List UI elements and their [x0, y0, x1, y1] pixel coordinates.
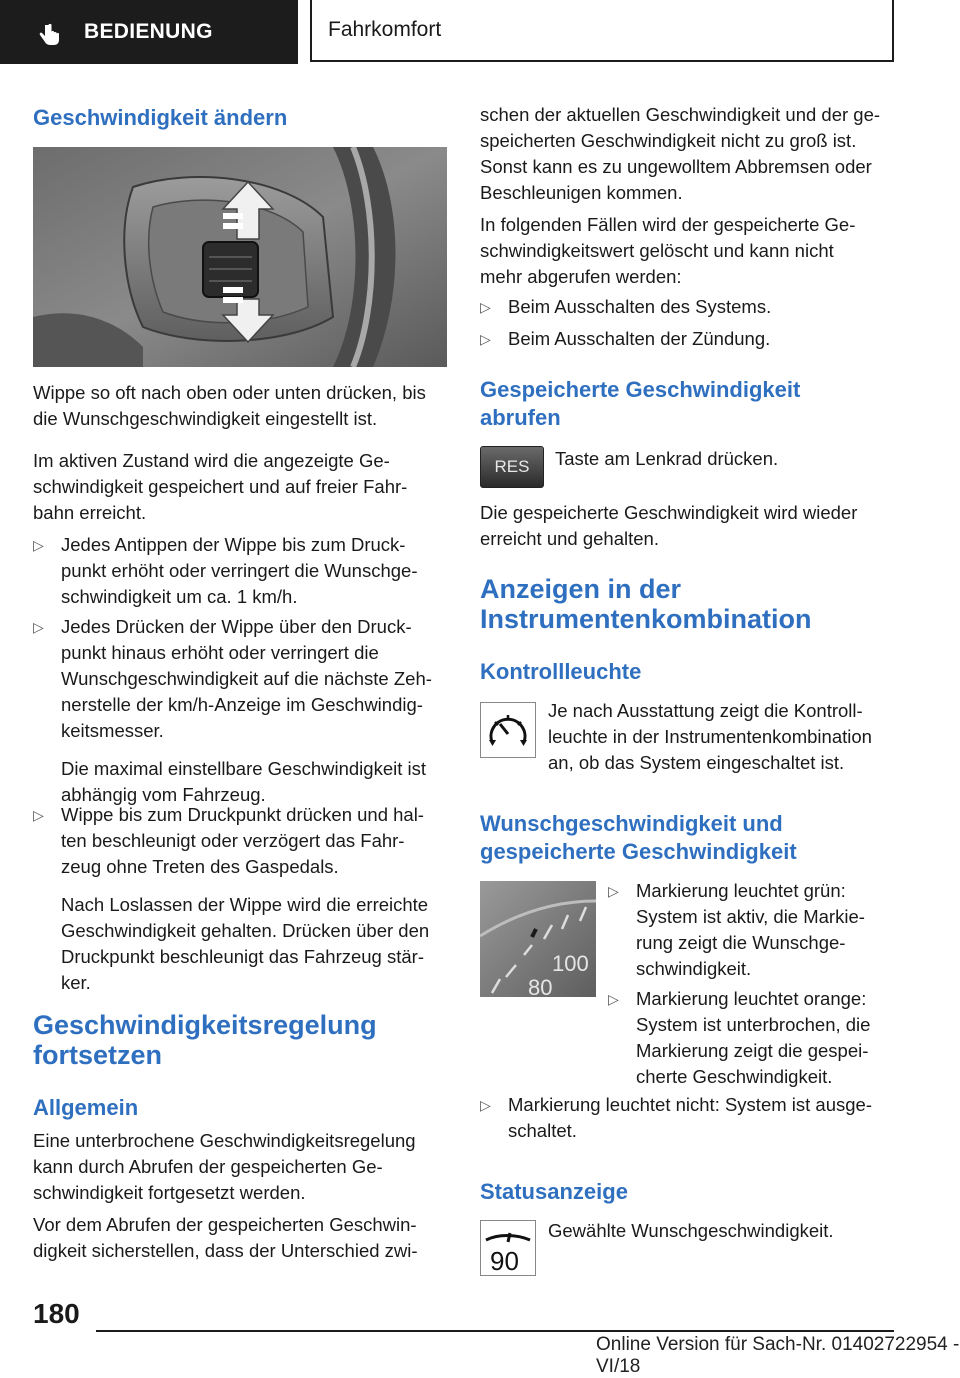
- list-item-text: Beim Ausschalten der Zündung.: [508, 328, 771, 349]
- page-number: 180: [33, 1298, 80, 1329]
- text-line: Sonst kann es zu ungewolltem Abbremsen oder: [480, 156, 872, 177]
- text-line: erreicht und gehalten.: [480, 528, 659, 549]
- hand-pointer-icon: [36, 22, 62, 48]
- bullet-triangle-icon: ▷: [480, 1097, 491, 1113]
- chapter-header: [310, 0, 894, 62]
- text-line: cherte Geschwindigkeit.: [636, 1066, 833, 1087]
- list-item-text: [61, 802, 429, 996]
- text-line: Je nach Ausstattung zeigt die Kontroll-: [548, 700, 863, 721]
- heading-wunschgeschwindigkeit: [480, 810, 797, 866]
- kontrollleuchte-description: [548, 698, 872, 776]
- paragraph-wippe: [33, 380, 426, 432]
- list-item-text: [61, 614, 432, 808]
- status-speed-value: 90: [490, 1246, 519, 1276]
- text-line: schen der aktuellen Geschwindigkeit und der ge-: [480, 104, 881, 125]
- text-line: bahn erreicht.: [33, 502, 147, 523]
- text-line: kann durch Abrufen der gespeicherten Ge-: [33, 1156, 383, 1177]
- text-line: Die maximal einstellbare Geschwindigkeit ist: [61, 758, 427, 779]
- list-item-text: [636, 986, 870, 1090]
- speedometer-marking-figure: [480, 881, 596, 997]
- heading-gespeicherte-abrufen: [480, 376, 800, 432]
- text-line: an, ob das System eingeschaltet ist.: [548, 752, 845, 773]
- text-line: schaltet.: [508, 1120, 577, 1141]
- bullet-triangle-icon: ▷: [608, 991, 619, 1007]
- section-label: BEDIENUNG: [84, 20, 213, 43]
- list-item-text: Beim Ausschalten des Systems.: [508, 296, 772, 317]
- text-line: Wippe bis zum Druckpunkt drücken und hal-: [61, 804, 424, 825]
- text-line: Markierung leuchtet orange:: [636, 988, 867, 1009]
- paragraph-aktiver-zustand: [33, 448, 407, 526]
- bullet-triangle-icon: ▷: [33, 807, 44, 823]
- text-line: zeug ohne Treten des Gaspedals.: [61, 856, 339, 877]
- text-line: Markierung leuchtet grün:: [636, 880, 846, 901]
- text-line: ten beschleunigt oder verzögert das Fahr-: [61, 830, 405, 851]
- text-line: Vor dem Abrufen der gespeicherten Geschwin-: [33, 1214, 417, 1235]
- heading-line: Geschwindigkeitsregelung: [33, 1010, 377, 1040]
- heading-kontrollleuchte: Kontrollleuchte: [480, 659, 642, 684]
- text-line: schwindigkeitswert gelöscht und kann nicht: [480, 240, 834, 261]
- list-item-text: [636, 878, 865, 982]
- heading-statusanzeige: Statusanzeige: [480, 1179, 628, 1204]
- heading-line: fortsetzen: [33, 1040, 163, 1070]
- text-line: In folgenden Fällen wird der gespeicherte Ge-: [480, 214, 856, 235]
- text-line: mehr abgerufen werden:: [480, 266, 682, 287]
- text-line: Eine unterbrochene Geschwindigkeitsregelung: [33, 1130, 416, 1151]
- res-button-icon: [480, 446, 544, 488]
- text-line: Markierung leuchtet nicht: System ist ausge-: [508, 1094, 872, 1115]
- chapter-label: Fahrkomfort: [328, 18, 442, 41]
- gauge-label-80: 80: [528, 975, 553, 997]
- steering-wheel-rocker-figure: [33, 147, 447, 367]
- res-button-label: RES: [494, 457, 530, 476]
- bullet-triangle-icon: ▷: [33, 619, 44, 635]
- text-line: ker.: [61, 972, 91, 993]
- text-line: speicherten Geschwindigkeit nicht zu groß ist.: [480, 130, 857, 151]
- status-description: Gewählte Wunschgeschwindigkeit.: [548, 1220, 834, 1241]
- text-line: punkt erhöht oder verringert die Wunschge-: [61, 560, 418, 581]
- text-line: System ist unterbrochen, die: [636, 1014, 871, 1035]
- paragraph-unterbrochene: [33, 1128, 416, 1206]
- text-line: Druckpunkt beschleunigt das Fahrzeug stär-: [61, 946, 424, 967]
- heading-line: Gespeicherte Geschwindigkeit: [480, 377, 801, 402]
- bullet-triangle-icon: ▷: [480, 299, 491, 315]
- paragraph-folgende-faelle: [480, 212, 855, 290]
- text-line: Jedes Antippen der Wippe bis zum Druck-: [61, 534, 406, 555]
- text-line: System ist aktiv, die Markie-: [636, 906, 865, 927]
- text-line: Geschwindigkeit gehalten. Drücken über den: [61, 920, 430, 941]
- heading-line: abrufen: [480, 405, 561, 430]
- text-line: Beschleunigen kommen.: [480, 182, 683, 203]
- text-line: schwindigkeit gespeichert und auf freier Fahr-: [33, 476, 408, 497]
- text-line: schwindigkeit fortgesetzt werden.: [33, 1182, 306, 1203]
- text-line: nerstelle der km/h-Anzeige im Geschwindig-: [61, 694, 423, 715]
- list-item-text: [61, 532, 418, 610]
- heading-geschwindigkeit-aendern: Geschwindigkeit ändern: [33, 105, 288, 130]
- footer-version-text: Online Version für Sach-Nr. 01402722954 - VI/18: [596, 1334, 960, 1377]
- cruise-control-indicator-icon: [480, 702, 536, 758]
- paragraph-vor-dem-abrufen: [33, 1212, 418, 1264]
- text-line: Markierung zeigt die gespei-: [636, 1040, 869, 1061]
- paragraph-wieder-erreicht: [480, 500, 857, 552]
- heading-line: Anzeigen in der: [480, 574, 682, 604]
- text-line: digkeit sicherstellen, dass der Unterschied zwi-: [33, 1240, 418, 1261]
- text-line: leuchte in der Instrumentenkombination: [548, 726, 872, 747]
- text-line: Im aktiven Zustand wird die angezeigte Ge-: [33, 450, 390, 471]
- text-line: die Wunschgeschwindigkeit eingestellt ist.: [33, 408, 378, 429]
- bullet-triangle-icon: ▷: [608, 883, 619, 899]
- text-line: keitsmesser.: [61, 720, 164, 741]
- section-tab: [0, 0, 298, 64]
- paragraph-fortsetzung: [480, 102, 880, 206]
- res-description: Taste am Lenkrad drücken.: [555, 448, 779, 469]
- text-line: Wunschgeschwindigkeit auf die nächste Zeh-: [61, 668, 432, 689]
- text-line: Nach Loslassen der Wippe wird die erreichte: [61, 894, 429, 915]
- text-line: schwindigkeit um ca. 1 km/h.: [61, 586, 298, 607]
- footer-divider: [96, 1330, 894, 1332]
- heading-geschwindigkeitsregelung-fortsetzen: [33, 1010, 377, 1070]
- text-line: schwindigkeit.: [636, 958, 752, 979]
- text-line: Wippe so oft nach oben oder unten drücken, bis: [33, 382, 426, 403]
- speed-status-icon: [480, 1220, 536, 1276]
- text-line: abhängig vom Fahrzeug.: [61, 784, 266, 805]
- text-line: Die gespeicherte Geschwindigkeit wird wieder: [480, 502, 858, 523]
- gauge-label-100: 100: [552, 951, 589, 976]
- bullet-triangle-icon: ▷: [33, 537, 44, 553]
- heading-anzeigen: [480, 574, 812, 634]
- heading-line: gespeicherte Geschwindigkeit: [480, 839, 797, 864]
- text-line: rung zeigt die Wunschge-: [636, 932, 846, 953]
- text-line: punkt hinaus erhöht oder verringert die: [61, 642, 379, 663]
- heading-line: Instrumentenkombination: [480, 604, 812, 634]
- heading-allgemein: Allgemein: [33, 1095, 139, 1120]
- list-item-text: [508, 1092, 872, 1144]
- heading-line: Wunschgeschwindigkeit und: [480, 811, 783, 836]
- bullet-triangle-icon: ▷: [480, 331, 491, 347]
- text-line: Jedes Drücken der Wippe über den Druck-: [61, 616, 412, 637]
